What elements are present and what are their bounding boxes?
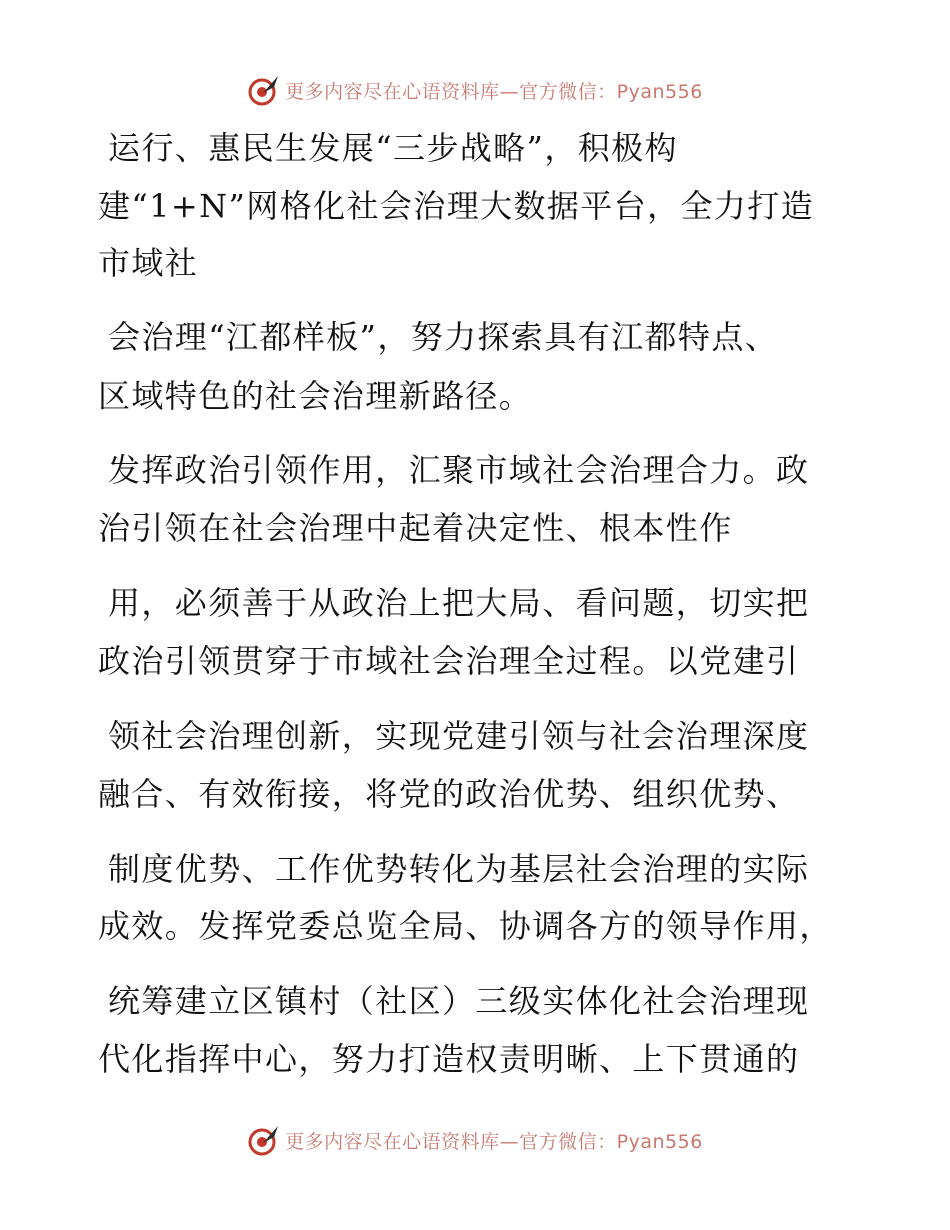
text-line: 市域社 (98, 244, 199, 282)
text-line: 制度优势、工作优势转化为基层社会治理的实际 (108, 850, 810, 888)
watermark-text: 更多内容尽在心语资料库—官方微信：Pyan556 (285, 80, 703, 103)
text-line: 领社会治理创新，实现党建引领与社会治理深度 (108, 717, 810, 755)
header-watermark (0, 70, 950, 110)
text-line: 发挥政治引领作用，汇聚市域社会治理合力。政 (108, 451, 810, 489)
text-line: 用，必须善于从政治上把大局、看问题，切实把 (108, 584, 810, 622)
text-line: 会治理“江都样板”，努力探索具有江都特点、 (108, 318, 779, 356)
watermark-text: 更多内容尽在心语资料库—官方微信：Pyan556 (285, 1130, 703, 1153)
text-line: 政治引领贯穿于市域社会治理全过程。以党建引 (98, 642, 800, 680)
text-line: 建“1+N”网格化社会治理大数据平台，全力打造 (98, 187, 815, 225)
text-line: 统筹建立区镇村（社区）三级实体化社会治理现 (108, 982, 810, 1020)
text-line: 代化指挥中心，努力打造权责明晰、上下贯通的 (98, 1040, 800, 1078)
text-line: 治引领在社会治理中起着决定性、根本性作 (98, 509, 733, 547)
text-line: 区域特色的社会治理新路径。 (98, 377, 533, 415)
text-line: 运行、惠民生发展“三步战略”，积极构 (108, 129, 678, 167)
quill-logo-icon (247, 1123, 281, 1157)
footer-watermark (0, 1120, 950, 1160)
text-line: 成效。发挥党委总览全局、协调各方的领导作用， (98, 907, 833, 945)
text-line: 融合、有效衔接，将党的政治优势、组织优势、 (98, 775, 800, 813)
quill-logo-icon (247, 73, 281, 107)
